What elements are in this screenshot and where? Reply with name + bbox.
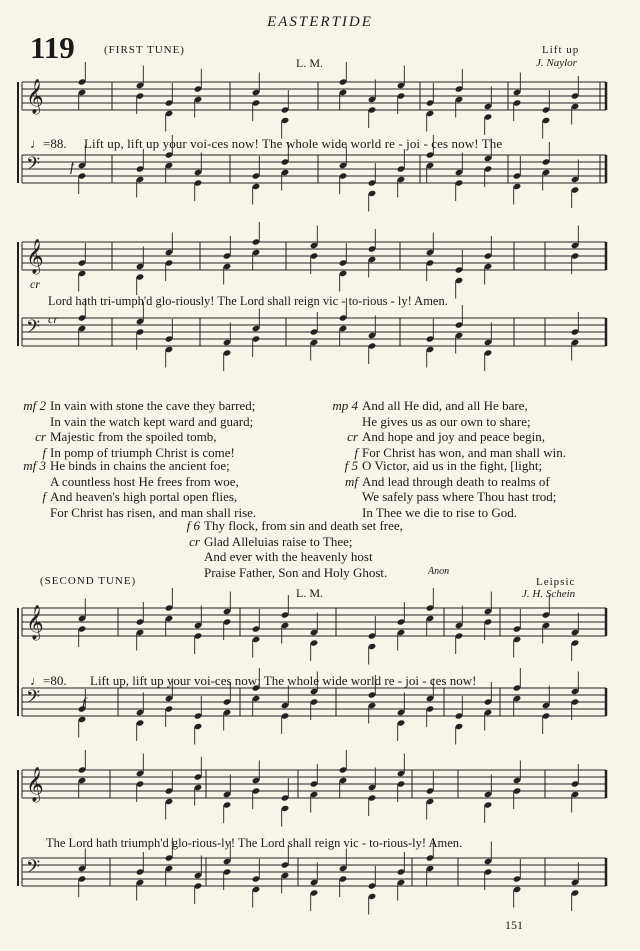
dynamic-f-1: f (70, 160, 74, 175)
treble-clef: 𝄞 (26, 79, 44, 114)
tempo-first: ♩=88. (30, 136, 67, 151)
lyric-line-1: Lift up, lift up your voi-ces now! The whole wide world re - joi - ces now! The (84, 136, 503, 151)
second-composer: J. H. Schein (522, 588, 576, 600)
dynamic-cr-2: cr (48, 312, 58, 326)
treble-clef: 𝄞 (26, 239, 44, 274)
second-tune-label: (SECOND TUNE) (40, 575, 137, 587)
tempo-second: ♩=80. (30, 673, 67, 688)
bass-clef: 𝄢 (26, 857, 41, 882)
stanza-5: f 5 O Victor, aid us in the fight, [light; mf And lead through death to realms of We safely pass where Thou hast trod; In Thee we die to rise to God. (344, 458, 557, 520)
dynamic-f-2: f (82, 696, 86, 711)
second-meter: L. M. (296, 586, 323, 600)
bass-clef: 𝄢 (26, 687, 41, 712)
stanza-3: mf 3 He binds in chains the ancient foe; A countless host He frees from woe, f And heaven's high portal open flies, For Christ has risen, and man shall rise. (23, 458, 257, 520)
treble-clef: 𝄞 (26, 605, 44, 640)
stanza-2: mf 2 In vain with stone the cave they barred; In vain the watch kept ward and guard; cr Majestic from the spoiled tomb, f In pomp of triumph Christ is come! (23, 398, 256, 460)
first-composer: J. Naylor (536, 57, 577, 69)
lyric-line-3: Lift up, lift up your voi-ces now: The whole wide world re - joi - ces now! (90, 673, 477, 688)
stanza-6: f 6 Thy flock, from sin and death set free, cr Glad Alleluias raise to Thee; And ever with the heavenly host Praise Father, Son and Holy Ghost. (186, 518, 403, 580)
lyric-line-4: The Lord hath triumph'd glo-rious-ly! The Lord shall reign vic - to-rious-ly! Amen. (46, 836, 463, 850)
section-title: EASTERTIDE (267, 14, 373, 30)
first-meter: L. M. (296, 56, 323, 70)
first-tune-name: Lift up (542, 44, 580, 56)
lyric-line-2: Lord hath tri-umph'd glo-riously! The Lord shall reign vic - to-rious - ly! Amen. (48, 294, 448, 308)
page-number: 151 (505, 918, 523, 932)
bass-clef: 𝄢 (26, 317, 41, 342)
bass-clef: 𝄢 (26, 154, 41, 179)
treble-clef: 𝄞 (26, 767, 44, 802)
first-tune-label: (FIRST TUNE) (104, 44, 185, 56)
stanza-4: mp 4 And all He did, and all He bare, He gives us as our own to share; cr And hope and joy and peace begin, f For Christ has won, and man shall win. (332, 398, 567, 460)
author: Anon (428, 566, 450, 577)
hymn-number: 119 (30, 30, 75, 65)
second-tune-name: Leipsic (536, 576, 576, 588)
dynamic-cr-1: cr (30, 277, 40, 291)
